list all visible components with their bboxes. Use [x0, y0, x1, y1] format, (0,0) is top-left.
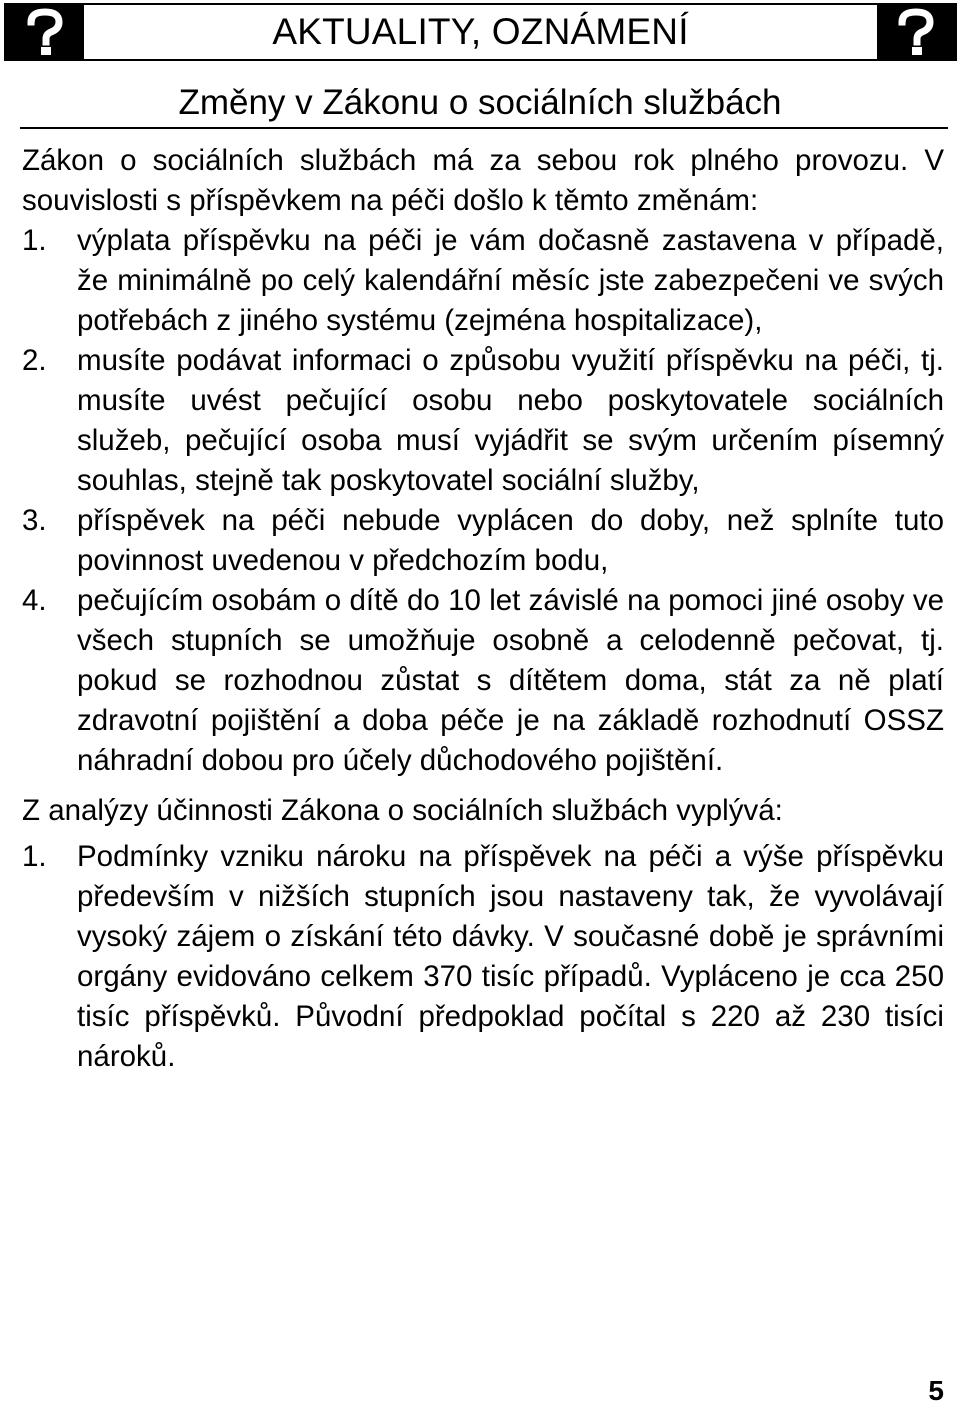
list-item — [22, 501, 944, 581]
list-number: 2. — [22, 344, 47, 377]
list-text: výplata příspěvku na péči je vám dočasně zastavena v případě, že minimálně po celý kalendářní měsíc jste zabezpečeni ve svých potřebách z jiného systému (zejména hospitalizace), — [77, 224, 944, 337]
list-number: 1. — [22, 224, 47, 257]
question-mark-icon — [23, 8, 67, 56]
list-number: 4. — [22, 584, 47, 617]
intro-paragraph: Zákon o sociálních službách má za sebou rok plného provozu. V souvislosti s příspěvkem na péči došlo k těmto změnám: — [22, 144, 944, 217]
question-mark-box-right — [877, 5, 955, 59]
article-title: Změny v Zákonu o sociálních službách — [178, 83, 782, 122]
analysis-intro-paragraph: Z analýzy účinnosti Zákona o sociálních službách vyplývá: — [22, 794, 783, 827]
list-number: 1. — [22, 840, 47, 873]
changes-list — [22, 221, 944, 781]
page-number: 5 — [928, 1375, 944, 1406]
list-item — [22, 341, 944, 501]
list-item — [22, 837, 944, 1077]
list-text: příspěvek na péči nebude vyplácen do doby, než splníte tuto povinnost uvedenou v předchozím bodu, — [77, 504, 944, 577]
section-header — [4, 3, 957, 61]
header-title: AKTUALITY, OZNÁMENÍ — [272, 11, 689, 52]
title-divider — [20, 127, 948, 129]
list-text: pečujícím osobám o dítě do 10 let závislé na pomoci jiné osoby ve všech stupních se umožňuje osobně a celodenně pečovat, tj. pokud se rozhodnou zůstat s dítětem doma, stát za ně platí zdravotní pojištění a doba péče je na základě rozhodnutí OSSZ náhradní dobou pro účely důchodového pojištění. — [77, 584, 944, 777]
question-mark-icon — [894, 8, 938, 56]
list-item — [22, 581, 944, 781]
list-text: Podmínky vzniku nároku na příspěvek na péči a výše příspěvku především v nižších stupních jsou nastaveny tak, že vyvolávají vysoký zájem o získání této dávky. V současné době je správními orgány evidováno celkem 370 tisíc případů. Vypláceno je cca 250 tisíc příspěvků. Původní předpoklad počítal s 220 až 230 tisíci nároků. — [77, 840, 944, 1073]
list-text: musíte podávat informaci o způsobu využití příspěvku na péči, tj. musíte uvést pečující osobu nebo poskytovatele sociálních služeb, pečující osoba musí vyjádřit se svým určením písemný souhlas, stejně tak poskytovatel sociální služby, — [77, 344, 944, 497]
list-number: 3. — [22, 504, 47, 537]
article-body — [22, 141, 944, 1077]
list-item — [22, 221, 944, 341]
analysis-list — [22, 837, 944, 1077]
question-mark-box-left — [6, 5, 84, 59]
